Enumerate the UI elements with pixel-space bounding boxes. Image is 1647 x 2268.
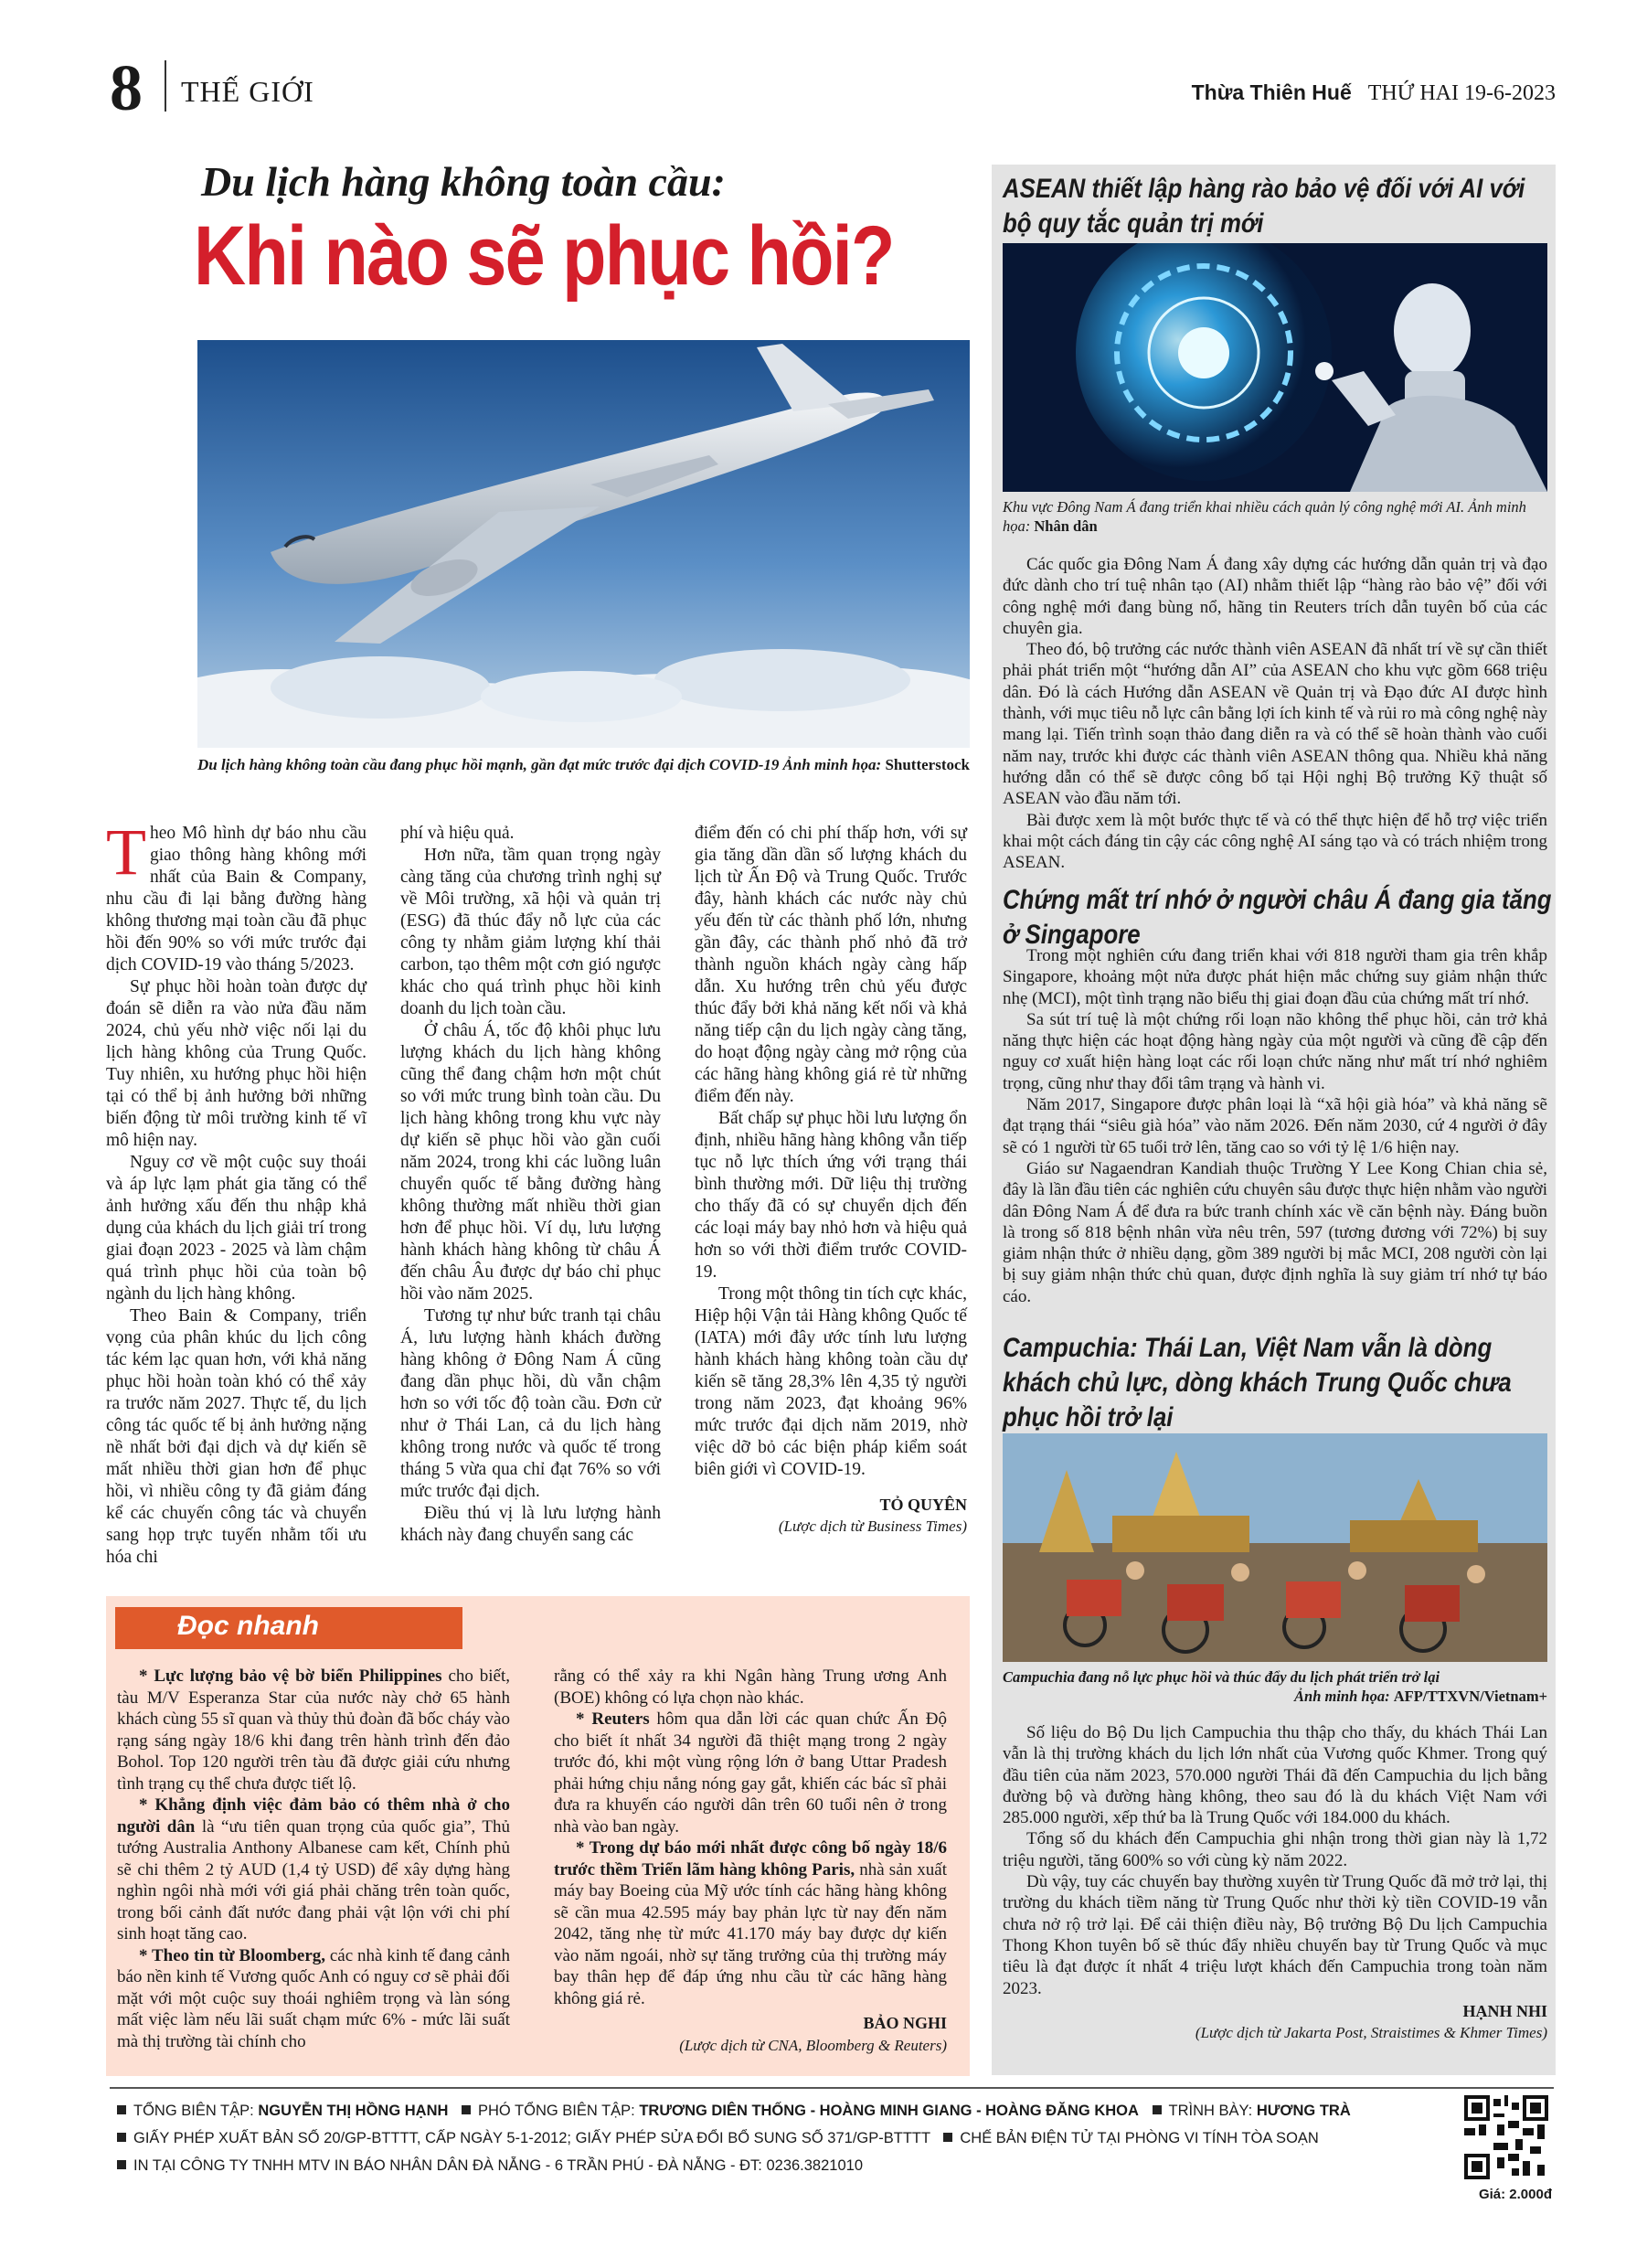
credit-label: Ảnh minh họa: xyxy=(782,756,882,773)
paragraph: Sa sút trí tuệ là một chứng rối loạn não không thể phục hồi, cản trở khả năng thực hiện các hoạt động hàng ngày của một người và cũng đề cập đến nguy cơ xuất hiện hàng loạt các rối loạn chức năng như mất trí nhớ nghiêm trọng, cũng như thay đổi tâm trạng và hành vi. xyxy=(1003,1009,1547,1093)
header-divider xyxy=(165,60,166,112)
sidebar-story-body xyxy=(1003,1722,1547,2043)
article-kicker: Du lịch hàng không toàn cầu: xyxy=(201,158,726,205)
brief-lead: * Lực lượng bảo vệ bờ biển Philippines xyxy=(139,1666,442,1686)
sidebar-story-title: ASEAN thiết lập hàng rào bảo vệ đối với AI với bộ quy tắc quản trị mới xyxy=(1003,174,1525,239)
brief-lead: * Trong dự báo mới nhất được công bố ngày 18/6 trước thềm Triển lãm hàng không Paris, xyxy=(554,1838,947,1879)
ai-robot-photo xyxy=(1003,243,1547,492)
section-name: THẾ GIỚI xyxy=(181,75,314,108)
sidebar-story-title: Campuchia: Thái Lan, Việt Nam vẫn là dòng khách chủ lực, dòng khách Trung Quốc chưa phục hồi trở lại xyxy=(1003,1333,1512,1432)
brief-text: rằng có thể xảy ra khi Ngân hàng Trung ương Anh (BOE) không có lựa chọn nào khác. xyxy=(554,1666,947,1708)
paragraph: phí và hiệu quả. xyxy=(400,824,515,843)
footer-text: GIẤY PHÉP XUẤT BẢN SỐ 20/GP-BTTTT, CẤP NGÀY 5-1-2012; GIẤY PHÉP SỬA ĐỔI BỔ SUNG SỐ 371/GP-BTTTT xyxy=(133,2130,930,2146)
footer-text: IN TẠI CÔNG TY TNHH MTV IN BÁO NHÂN DÂN ĐÀ NẴNG - 6 TRẦN PHÚ - ĐÀ NẴNG - ĐT: 0236.3821010 xyxy=(133,2157,863,2174)
footer-license-line xyxy=(117,2128,1433,2149)
news-brief xyxy=(554,1666,947,1709)
sidebar-byline: HẠNH NHI xyxy=(1462,2001,1547,2020)
paragraph: Các quốc gia Đông Nam Á đang xây dựng các hướng dẫn quản trị và đạo đức dành cho trí tuệ nhân tạo (AI) nhằm thiết lập “hàng rào bảo vệ” đối với công nghệ mới đang bùng nổ, hãng tin Reuters trích dẫn tuyên bố của các chuyên gia. xyxy=(1003,555,1547,638)
quick-read-column-2 xyxy=(554,1666,947,2056)
paragraph: Theo Bain & Company, triển vọng của phân khúc du lịch công tác kém lạc quan hơn, với khả năng phục hồi hoàn toàn khó có thể xảy ra trước năm 2027. Thực tế, du lịch công tác quốc tế bị ảnh hưởng nặng nề nhất bởi đại dịch và dự kiến sẽ mất nhiều thời gian hơn để phục hồi, vì nhiều công ty đã giảm đáng kể các chuyến công tác và chuyển sang họp trực tuyến nhằm tối ưu hóa chi xyxy=(106,1306,367,1567)
sidebar-story-body xyxy=(1003,945,1547,1307)
news-brief xyxy=(117,1794,510,1945)
footer-label: PHÓ TỔNG BIÊN TẬP: xyxy=(478,2103,640,2119)
footer-print-line xyxy=(117,2156,1433,2177)
article-column-1 xyxy=(106,815,367,1569)
dropcap: T xyxy=(106,815,146,889)
paragraph: Bất chấp sự phục hồi lưu lượng ổn định, nhiều hãng hàng không vẫn tiếp tục nỗ lực thích ứng với trạng thái bình thường mới. Dữ liệu thị trường cho thấy đã có sự chuyển dịch đến các loại máy bay nhỏ hơn và hiệu quả hơn so với thời điểm trước COVID-19. xyxy=(695,1109,967,1282)
news-brief xyxy=(554,1837,947,2009)
footer-text: CHẾ BẢN ĐIỆN TỬ TẠI PHÒNG VI TÍNH TÒA SOẠN xyxy=(960,2130,1319,2146)
paragraph: Tổng số du khách đến Campuchia ghi nhận trong thời gian này là 1,72 triệu người, tăng 600% so với cùng kỳ năm 2022. xyxy=(1003,1829,1547,1870)
credit-source: AFP/TTXVN/Vietnam+ xyxy=(1393,1688,1547,1705)
brief-text: cho biết, tàu M/V Esperanza Star của nước này chở 65 hành khách cùng 55 sĩ quan và thủy thủ đoàn đã bốc cháy vào rạng sáng ngày 18/6 khi đang trên hành trình đến đảo Bohol. Top 120 người trên tàu đã được giải cứu nhưng tình trạng cụ thể chưa được tiết lộ. xyxy=(117,1666,510,1794)
quick-read-column-1 xyxy=(117,1666,510,2052)
footer-label: TỔNG BIÊN TẬP: xyxy=(133,2103,259,2119)
photo-credit xyxy=(1003,1687,1547,1706)
news-brief xyxy=(117,1666,510,1794)
article-headline: Khi nào sẽ phục hồi? xyxy=(194,209,894,303)
paragraph: Nguy cơ về một cuộc suy thoái và áp lực lạm phát gia tăng có thể ảnh hưởng xấu đến thu nhập khả dụng của khách du lịch giải trí trong giai đoạn 2023 - 2025 và làm chậm quá trình phục hồi của toàn bộ ngành du lịch hàng không. xyxy=(106,1153,367,1304)
paragraph: Năm 2017, Singapore được phân loại là “xã hội già hóa” và khả năng sẽ đạt trạng thái “siêu già hóa” vào năm 2026. Đến năm 2030, cứ 4 người ở đây sẽ có 1 người từ 65 tuổi trở lên, tăng cao so với tỷ lệ 1/6 hiện nay. xyxy=(1003,1095,1547,1157)
brief-lead: * Reuters xyxy=(576,1709,650,1729)
cambodia-photo-caption xyxy=(1003,1667,1547,1706)
photo-credit: Nhân dân xyxy=(1034,517,1098,535)
brief-lead: * Theo tin từ Bloomberg, xyxy=(139,1945,325,1965)
main-photo-caption xyxy=(197,755,970,775)
bullet-icon xyxy=(462,2105,471,2114)
quick-read-title: Đọc nhanh xyxy=(177,1611,319,1641)
sidebar-source: (Lược dịch từ Jakarta Post, Straistimes & Khmer Times) xyxy=(1195,2024,1547,2042)
qr-code-icon xyxy=(1464,2095,1548,2179)
photo-credit xyxy=(782,755,970,775)
article-source: (Lược dịch từ Business Times) xyxy=(778,1517,967,1535)
sidebar-story-title: Chứng mất trí nhớ ở người châu Á đang gia tăng ở Singapore xyxy=(1003,885,1552,950)
footer-value: TRƯƠNG DIÊN THỐNG - HOÀNG MINH GIANG - HOÀNG ĐĂNG KHOA xyxy=(639,2103,1139,2119)
caption-text: Khu vực Đông Nam Á đang triển khai nhiều cách quản lý công nghệ mới AI. Ảnh minh họa: xyxy=(1003,498,1526,535)
credit-label: Ảnh minh họa: xyxy=(1294,1688,1390,1705)
article-column-3 xyxy=(695,823,967,1538)
brief-text: nhà sản xuất máy bay Boeing của Mỹ ước tính các hãng hàng không sẽ cần mua 42.595 máy bay phản lực từ nay đến năm 2042, tăng nhẹ từ mức 41.170 máy bay được dự kiến vào năm ngoái, nhờ sự tăng trưởng của thị trường máy bay thân hẹp để đáp ứng nhu cầu từ các hãng hàng không giá rẻ. xyxy=(554,1859,947,2008)
quick-read-byline: BẢO NGHI xyxy=(863,2014,947,2032)
news-brief xyxy=(117,1945,510,2053)
paragraph: Ở châu Á, tốc độ khôi phục lưu lượng khách du lịch hàng không cũng thể đang chậm hơn một chút so với mức trung bình toàn cầu. Du lịch hàng không trong khu vực này dự kiến sẽ phục hồi vào gần cuối năm 2024, trong khi các luồng luân chuyển quốc tế bằng đường hàng không thường mất nhiều thời gian hơn để phục hồi. Ví dụ, lưu lượng hành khách hàng không từ châu Á đến châu Âu được dự báo chỉ phục hồi vào năm 2025. xyxy=(400,1021,661,1304)
bullet-icon xyxy=(943,2133,952,2142)
brief-text: là “ưu tiên quan trọng của quốc gia”, Thủ tướng Australia Anthony Albanese cam kết, Chính phủ sẽ chi thêm 2 tỷ AUD (1,4 tỷ USD) để xây dựng hàng nghìn ngôi nhà mới với giá phải chăng trên toàn quốc, trong bối cảnh đất nước đang phải vật lộn với chi phí sinh hoạt tăng cao. xyxy=(117,1816,510,1943)
paragraph: Theo đó, bộ trưởng các nước thành viên ASEAN đã nhất trí về sự cần thiết phải phát triển một “hướng dẫn AI” của ASEAN cho khu vực gồm 668 triệu dân. Đó là cách Hướng dẫn ASEAN về Quản trị và Đạo đức AI được hình thành, với mục tiêu nỗ lực cân bằng lợi ích kinh tế và rủi ro mà công nghệ này mang lại. Tiến trình soạn thảo đang diễn ra và có thể sẽ hoàn thành vào cuối năm nay, trước khi được các thành viên ASEAN thông qua. Nhiều khả năng hướng dẫn có thể sẽ được công bố tại Hội nghị Bộ trưởng Kỹ thuật số ASEAN vào đầu năm tới. xyxy=(1003,640,1547,809)
lead-paragraph xyxy=(106,815,367,976)
brief-text: các nhà kinh tế đang cảnh báo nền kinh tế Vương quốc Anh có nguy cơ sẽ phải đối mặt với một cuộc suy thoái nghiêm trọng và làn sóng mất việc làm nếu lãi suất chạm mức 6% - mức lãi suất mà thị trường tài chính cho xyxy=(117,1945,510,2051)
publication-name: Thừa Thiên Huế xyxy=(1191,80,1352,104)
caption-text: Campuchia đang nỗ lực phục hồi và thúc đẩy du lịch phát triển trở lại xyxy=(1003,1668,1440,1686)
footer-staff-line xyxy=(117,2101,1433,2122)
lead-text: heo Mô hình dự báo nhu cầu giao thông hàng không mới nhất của Bain & Company, nhu cầu đi lại bằng đường hàng không thương mại toàn cầu đã phục hồi đến 90% so với mức trước đại dịch COVID-19 vào tháng 5/2023. xyxy=(106,824,367,974)
paragraph: Giáo sư Nagaendran Kandiah thuộc Trường Y Lee Kong Chian chia sẻ, đây là lần đầu tiên các nghiên cứu chuyên sâu được thực hiện nhằm vào người dân Đông Nam Á để đưa ra bức tranh chính xác về căn bệnh này. Đáng buồn là trong số 818 bệnh nhân vừa nêu trên, 597 (tương đương với 72%) bị suy giảm nhận thức ở nhiều dạng, gồm 389 người bị mắc MCI, 208 người còn lại bị suy giảm nhận thức chủ quan, được định nghĩa là suy giảm trí nhớ tự báo cáo. xyxy=(1003,1158,1547,1306)
price-label: Giá: 2.000đ xyxy=(1478,2187,1552,2202)
paragraph: Số liệu do Bộ Du lịch Campuchia thu thập cho thấy, du khách Thái Lan vẫn là thị trường khách du lịch lớn nhất của Vương quốc Khmer. Trong quý đầu tiên của năm 2023, 570.000 người Thái đã đến Campuchia du lịch bằng đường bộ và đường hàng không, theo sau đó là du khách Việt Nam với 285.000 người, xếp thứ ba là Trung Quốc với 184.000 du khách. xyxy=(1003,1723,1547,1828)
article-column-2 xyxy=(400,823,661,1547)
footer-divider xyxy=(110,2087,1554,2089)
footer-value: NGUYỄN THỊ HỒNG HẠNH xyxy=(258,2103,449,2119)
airplane-photo xyxy=(197,340,970,748)
article-byline: TỎ QUYÊN xyxy=(879,1496,967,1514)
paragraph: Tương tự như bức tranh tại châu Á, lưu lượng hành khách đường hàng không ở Đông Nam Á cũng đang dần phục hồi, dù vẫn chậm hơn so với tốc độ toàn cầu. Đơn cử như ở Thái Lan, cả du lịch hàng không trong nước và quốc tế trong tháng 5 vừa qua chỉ đạt 76% so với mức trước đại dịch. xyxy=(400,1306,661,1501)
ai-photo-caption xyxy=(1003,497,1547,536)
footer-value: HƯƠNG TRÀ xyxy=(1256,2103,1351,2119)
paragraph: Trong một thông tin tích cực khác, Hiệp hội Vận tải Hàng không Quốc tế (IATA) mới đây ước tính lưu lượng hành khách hàng không toàn cầu dự kiến sẽ tăng 28,3% lên 4,35 tỷ người trong năm 2023, đạt khoảng 96% mức trước đại dịch năm 2019, nhờ việc dỡ bỏ các biện pháp kiểm soát biên giới vì COVID-19. xyxy=(695,1284,967,1479)
quick-read-source: (Lược dịch từ CNA, Bloomberg & Reuters) xyxy=(679,2036,947,2054)
cambodia-street-photo xyxy=(1003,1433,1547,1662)
paragraph: Hơn nữa, tầm quan trọng ngày càng tăng của chương trình nghị sự về Môi trường, xã hội và quản trị (ESG) đã thúc đẩy nỗ lực của các công ty nhằm giảm lượng khí thải carbon, tạo thêm một cơn gió ngược khác cho quá trình phục hồi kinh doanh du lịch toàn cầu. xyxy=(400,846,661,1018)
paragraph: điểm đến có chi phí thấp hơn, với sự gia tăng dần dần số lượng khách du lịch từ Ấn Độ và Trung Quốc. Trước đây, hành khách các nước này chủ yếu đến từ các thành phố lớn, nhưng gần đây, các thành phố nhỏ đã trở thành nguồn khách ngày càng hấp dẫn. Xu hướng trên chủ yếu được thúc đẩy bởi khả năng kết nối và khả năng tiếp cận du lịch ngày càng tăng, do hoạt động ngày càng mở rộng của các hãng hàng không giá rẻ từ những điểm đến này. xyxy=(695,824,967,1106)
bullet-icon xyxy=(117,2160,126,2169)
footer-label: TRÌNH BÀY: xyxy=(1168,2103,1257,2119)
credit-source: Shutterstock xyxy=(885,756,970,773)
paragraph: Dù vậy, tuy các chuyến bay thường xuyên từ Trung Quốc đã mở trở lại, thị trường du khách tiềm năng từ Trung Quốc như thời kỳ tiền COVID-19 vẫn chưa nở rộ trở lại. Để cải thiện điều này, Bộ trưởng Bộ Du lịch Campuchia Thong Khon tuyên bố sẽ thúc đẩy nhiều chuyến bay từ Trung Quốc và mục tiêu là đạt được ít nhất 4 triệu lượt khách đến Campuchia trong toàn năm 2023. xyxy=(1003,1872,1547,1998)
bullet-icon xyxy=(117,2105,126,2114)
brief-lead: * Khẳng định việc đảm bảo có thêm nhà ở cho người dân xyxy=(117,1795,510,1837)
bullet-icon xyxy=(117,2133,126,2142)
paragraph: Bài được xem là một bước thực tế và có thể thực hiện để hỗ trợ việc triển khai một cách đáng tin cậy các công nghệ AI sáng tạo và có trách nhiệm trong ASEAN. xyxy=(1003,810,1547,873)
bullet-icon xyxy=(1153,2105,1162,2114)
paragraph: Trong một nghiên cứu đang triển khai với 818 người tham gia trên khắp Singapore, khoảng một nửa được phát hiện mắc chứng suy giảm nhận thức nhẹ (MCI), một tình trạng não biểu thị giai đoạn đầu của chứng mất trí nhớ. xyxy=(1003,946,1547,1008)
caption-text: Du lịch hàng không toàn cầu đang phục hồi mạnh, gần đạt mức trước đại dịch COVID-19 xyxy=(197,756,780,773)
paragraph: Sự phục hồi hoàn toàn được dự đoán sẽ diễn ra vào nửa đầu năm 2024, chủ yếu nhờ việc nối lại du lịch hàng không của Trung Quốc. Tuy nhiên, xu hướng phục hồi hiện tại có thể bị ảnh hưởng bởi những biến động từ môi trường kinh tế vĩ mô hiện nay. xyxy=(106,977,367,1150)
paragraph: Điều thú vị là lưu lượng hành khách này đang chuyển sang các xyxy=(400,1504,661,1545)
brief-text: hôm qua dẫn lời các quan chức Ấn Độ cho biết ít nhất 34 người đã thiệt mạng trong 2 ngày trước đó, khi một vùng rộng lớn ở bang Uttar Pradesh phải hứng chịu nắng nóng gay gắt, khiến các bác sĩ phải đưa ra khuyến cáo người dân trên 60 tuổi nên ở trong nhà vào ban ngày. xyxy=(554,1709,947,1837)
issue-date: THỨ HAI 19-6-2023 xyxy=(1367,81,1556,105)
news-brief xyxy=(554,1709,947,1837)
page-number: 8 xyxy=(110,51,143,124)
masthead xyxy=(1192,80,1556,106)
sidebar-story-body xyxy=(1003,554,1547,873)
